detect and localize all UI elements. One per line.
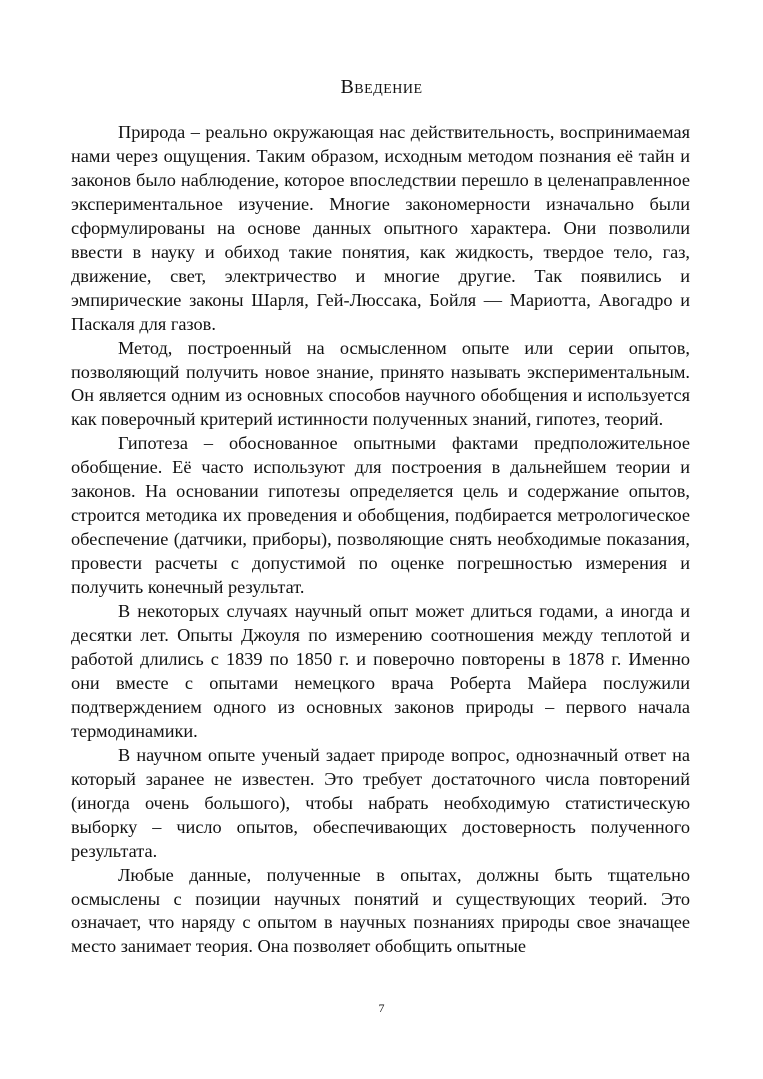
chapter-body	[71, 121, 690, 959]
paragraph-1: Природа – реально окружающая нас действительность, воспринимаемая нами через ощущения. Таким образом, исходным методом познания её тайн и законов было наблюдение, которое впоследствии перешло в целенаправленное экспериментальное изучение. Многие закономерности изначально были сформулированы на основе данных опытного характера. Они позволили ввести в науку и обиход такие понятия, как жидкость, твердое тело, газ, движение, свет, электричество и многие другие. Так появились и эмпирические законы Шарля, Гей-Люссака, Бойля — Мариотта, Авогадро и Паскаля для газов.	[71, 122, 690, 334]
paragraph-6: Любые данные, полученные в опытах, должны быть тщательно осмыслены с позиции научных понятий и существующих теорий. Это означает, что наряду с опытом в научных познаниях природы свое значащее место занимает теория. Она позволяет обобщить опытные	[71, 864, 690, 957]
paragraph-5: В научном опыте ученый задает природе вопрос, однозначный ответ на который заранее не известен. Это требует достаточного числа повторений (иногда очень большого), чтобы набрать необходимую статистическую выборку – число опытов, обеспечивающих достоверность полученного результата.	[71, 744, 690, 861]
paragraph-4: В некоторых случаях научный опыт может длиться годами, а иногда и десятки лет. Опыты Джоуля по измерению соотношения между теплотой и работой длились с 1839 по 1850 г. и поверочно повторены в 1878 г. Именно они вместе с опытами немецкого врача Роберта Майера послужили подтверждением одного из основных законов природы – первого начала термодинамики.	[71, 601, 690, 741]
chapter-heading: Введение	[340, 76, 423, 98]
paragraph-2: Метод, построенный на осмысленном опыте или серии опытов, позволяющий получить новое знание, принято называть экспериментальным. Он является одним из основных способов научного обобщения и используется как поверочный критерий истинности полученных знаний, гипотез, теорий.	[71, 337, 690, 430]
page-number: 7	[378, 1001, 385, 1015]
paragraph-3: Гипотеза – обоснованное опытными фактами предположительное обобщение. Её часто используют для построения в дальнейшем теории и законов. На основании гипотезы определяется цель и содержание опытов, строится методика их проведения и обобщения, подбирается метрологическое обеспечение (датчики, приборы), позволяющие снять необходимые показания, провести расчеты с допустимой по оценке погрешностью измерения и получить конечный результат.	[71, 433, 690, 598]
